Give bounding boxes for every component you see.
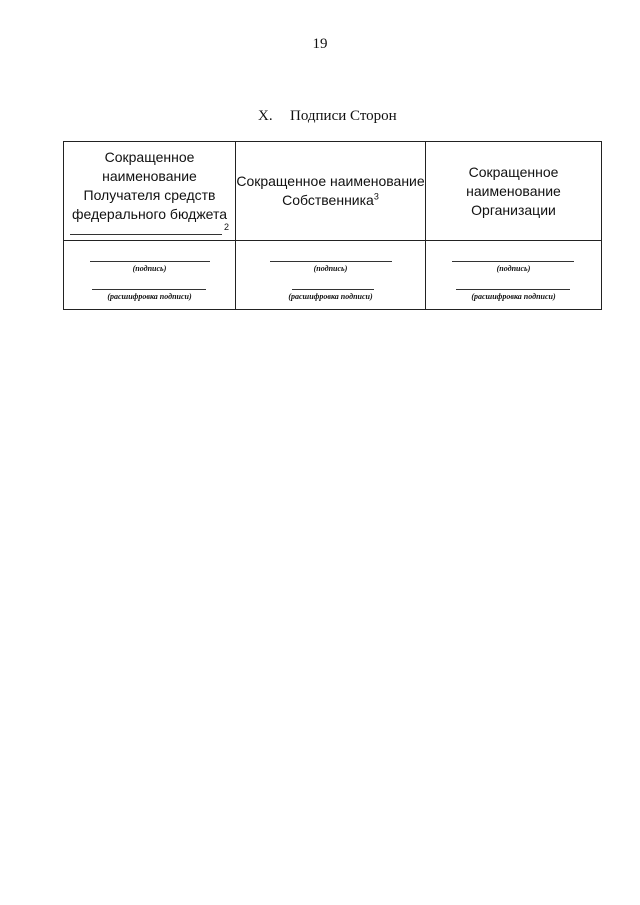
table-signature-row (64, 241, 602, 310)
signature-cell-owner (236, 241, 426, 310)
section-heading (258, 108, 397, 125)
recipient-name-blank-line (70, 234, 222, 235)
signature-cell-recipient (64, 241, 236, 310)
recipient-heading (64, 148, 235, 224)
footnote-marker: 2 (223, 222, 229, 232)
decoding-line (92, 289, 206, 290)
owner-heading (236, 172, 425, 210)
signature-line (270, 261, 392, 262)
signatures-table (63, 141, 602, 310)
table-header-row (64, 142, 602, 241)
section-title: Подписи Сторон (290, 108, 397, 124)
signature-cell-organization (426, 241, 602, 310)
owner-heading-line: Сокращенное наименование (236, 173, 425, 189)
decoding-line (456, 289, 570, 290)
organization-heading-line: Организации (471, 201, 556, 218)
organization-heading-line: Сокращенное (468, 163, 559, 180)
organization-heading-line: наименование (466, 182, 561, 199)
decoding-line (292, 289, 374, 290)
organization-heading (426, 163, 601, 220)
decoding-caption: (расшифровка подписи) (107, 292, 192, 301)
signature-line (452, 261, 574, 262)
section-numeral: X. (258, 108, 273, 124)
header-cell-owner (236, 142, 426, 241)
recipient-heading-line: Получателя средств (83, 187, 216, 203)
recipient-heading-line: Сокращенное (104, 149, 195, 165)
signature-caption: (подпись) (496, 264, 531, 273)
signature-caption: (подпись) (313, 264, 348, 273)
owner-heading-line (236, 191, 425, 210)
recipient-heading-line: федерального бюджета (71, 206, 228, 222)
header-cell-organization (426, 142, 602, 241)
decoding-caption: (расшифровка подписи) (288, 292, 373, 301)
decoding-caption: (расшифровка подписи) (471, 292, 556, 301)
signature-caption: (подпись) (132, 264, 167, 273)
footnote-marker: 3 (373, 191, 379, 202)
header-cell-recipient (64, 142, 236, 241)
recipient-heading-line: наименование (102, 168, 197, 184)
signature-line (90, 261, 210, 262)
page-number: 19 (312, 36, 328, 52)
owner-heading-text: Собственника (282, 192, 374, 208)
